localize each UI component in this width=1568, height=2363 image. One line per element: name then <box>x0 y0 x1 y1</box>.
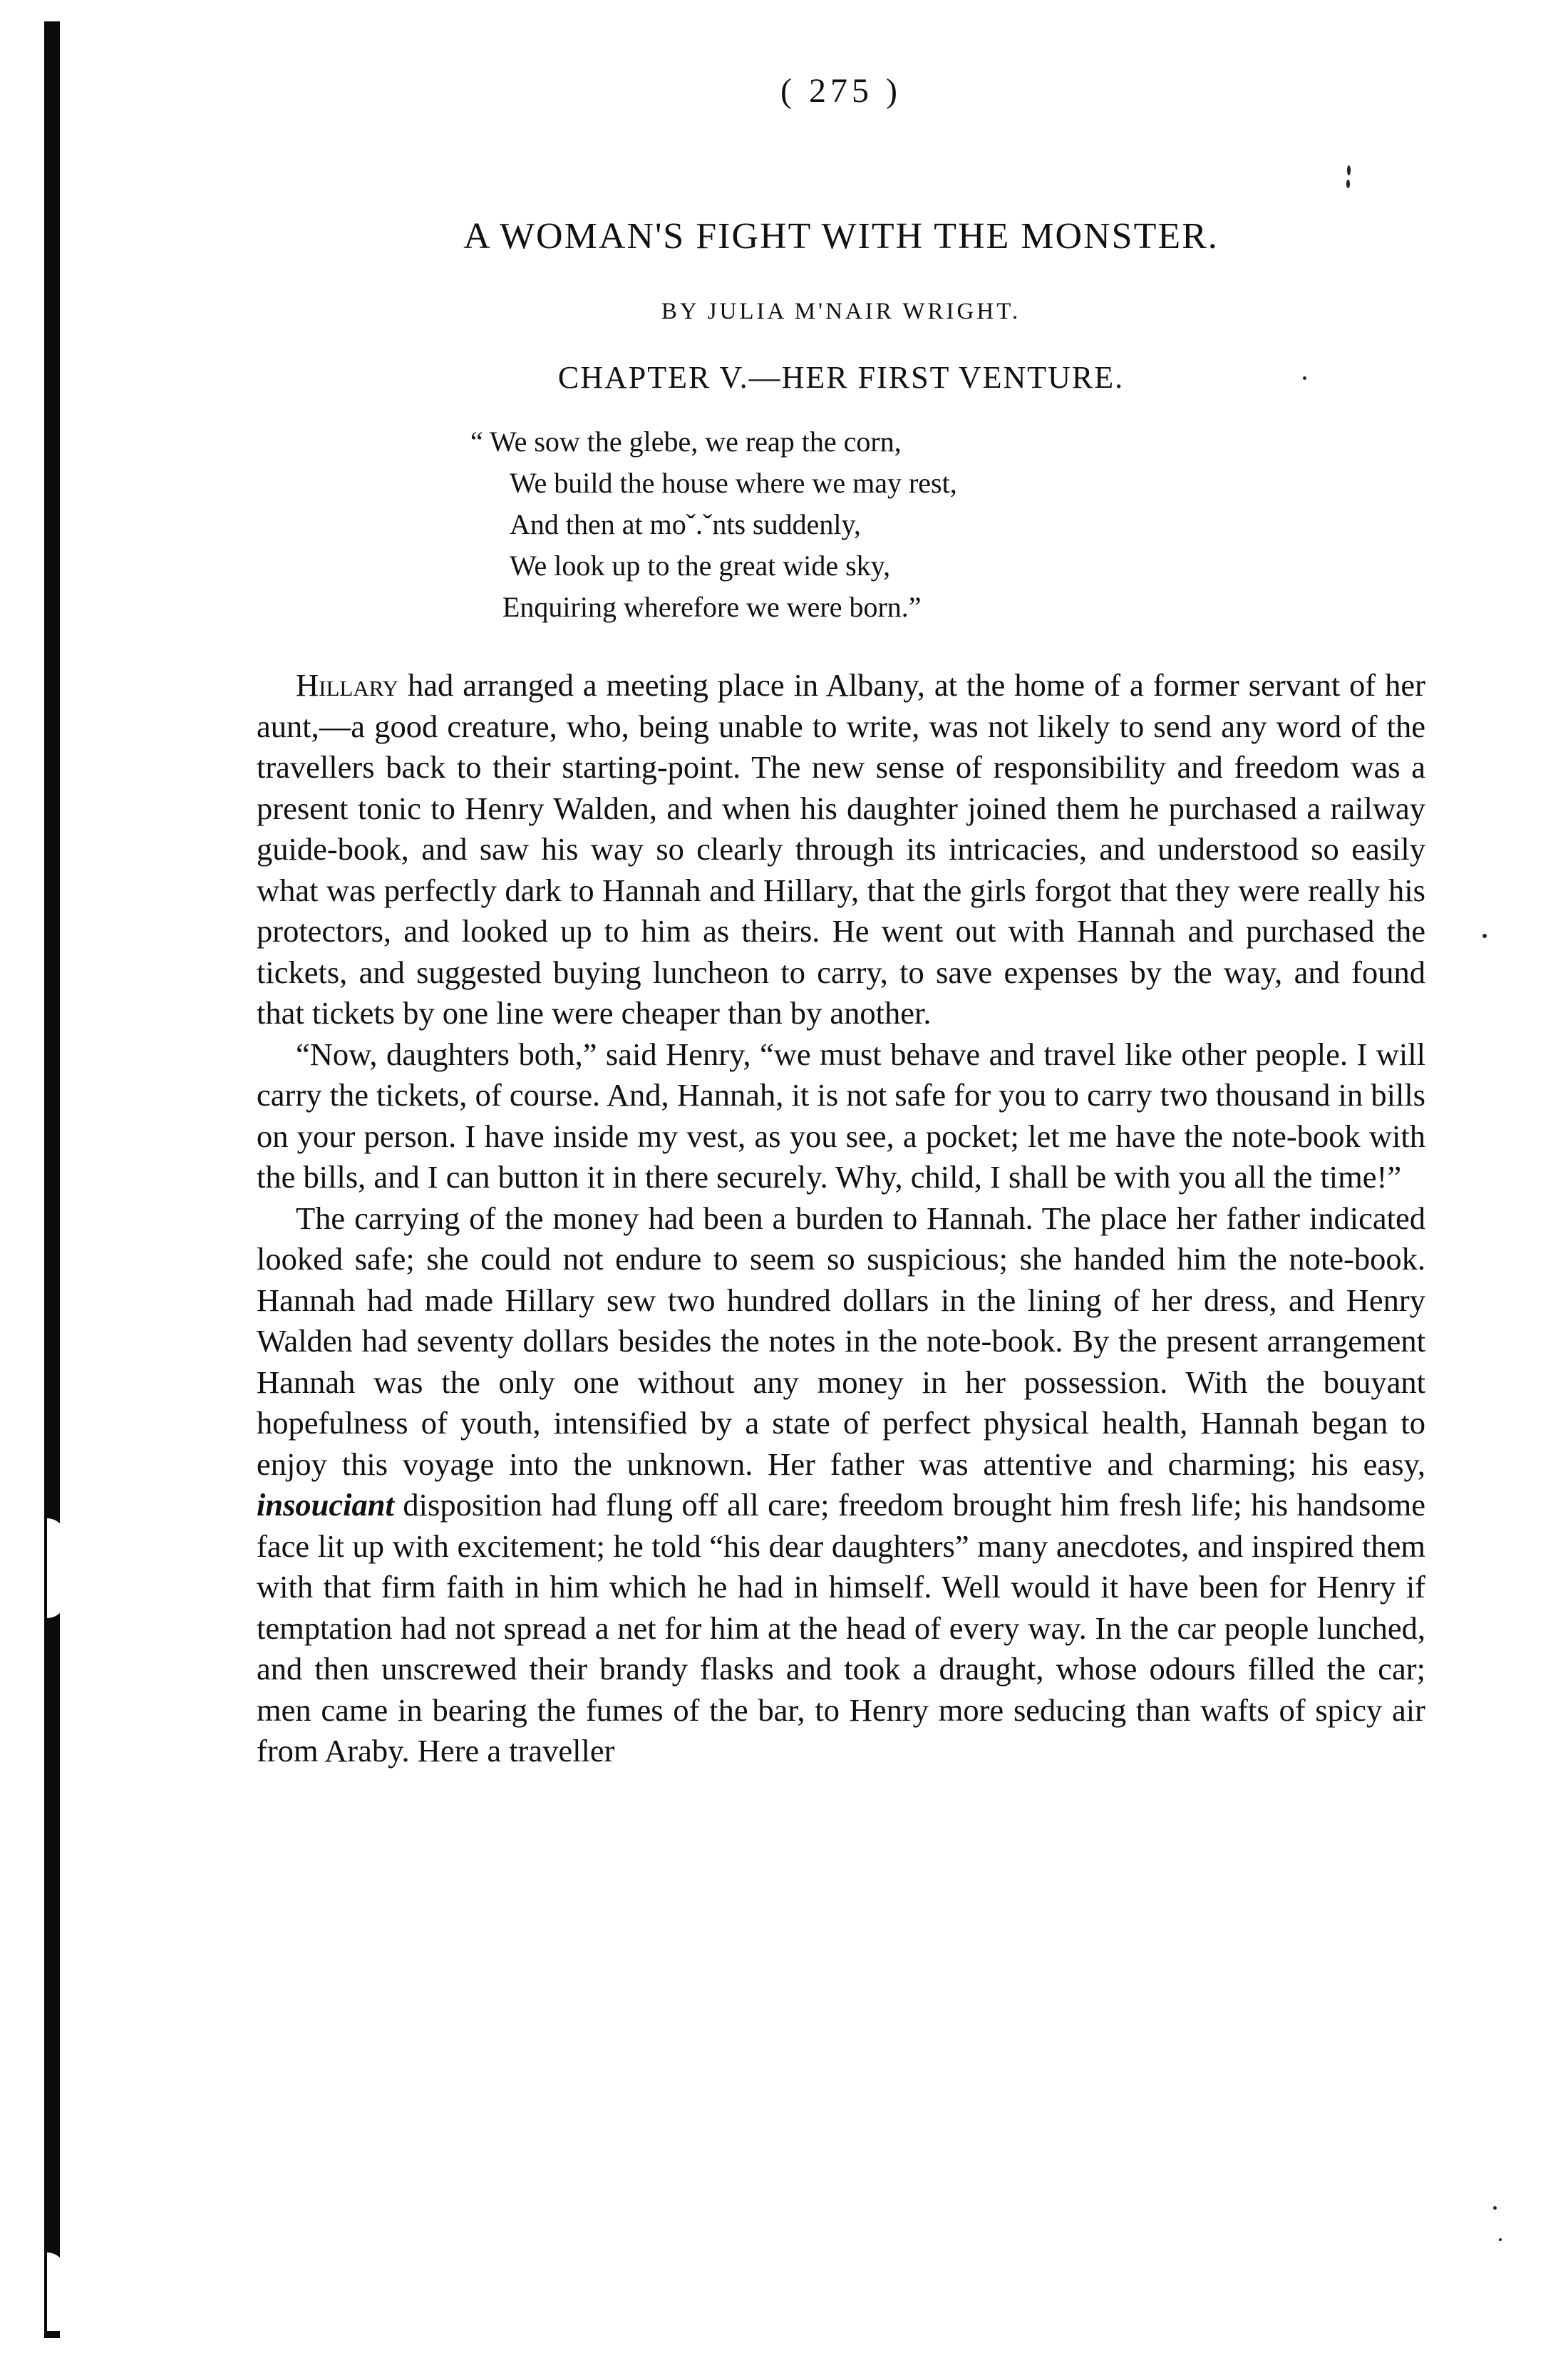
chapter-heading: CHAPTER V.—HER FIRST VENTURE. <box>557 360 1125 395</box>
book-page <box>257 57 1425 1772</box>
paragraph-text: had arranged a meeting place in Albany, at the home of a former servant of her aunt,—a good creature, who, being unable to write, was not likely to send any word of the travellers back to their starting-point. The new sense of responsibility and freedom was a present tonic to Henry Walden, and when his daughter joined them he purchased a railway guide-book, and saw his way so clearly through its intricacies, and understood so easily what was perfectly dark to Hannah and Hillary, that the girls forgot that they were really his protectors, and looked up to him as theirs. He went out with Hannah and purchased the tickets, and suggested buying luncheon to carry, to save expenses by the way, and found that tickets by one line were cheaper than by another. <box>257 667 1425 1031</box>
body-text <box>257 665 1425 1772</box>
paragraph-text: The carrying of the money had been a burden to Hannah. The place her father indicated looked safe; she could not endure to seem so suspicious; she handed him the note-book. Hannah had made Hillary sew two hundred dollars in the lining of her dress, and Henry Walden had seventy dollars besides the notes in the note-book. By the present arrangement Hannah was the only one without any money in her possession. With the bouyant hopefulness of youth, intensified by a state of perfect physical health, Hannah began to enjoy this voyage into the unknown. Her father was attentive and charming; his easy, <box>257 1200 1425 1482</box>
print-speck <box>1499 2238 1502 2241</box>
epigraph-line: “ We sow the glebe, we reap the corn, <box>470 426 902 458</box>
binding-notch <box>47 2253 66 2331</box>
italic-word: insouciant <box>257 1487 394 1523</box>
paragraph <box>257 665 1425 1034</box>
paragraph-lead-word: Hillary <box>296 667 399 703</box>
epigraph-line: Enquiring wherefore we were born.” <box>502 591 922 623</box>
epigraph-line: We build the house where we may rest, <box>510 467 957 499</box>
print-speck <box>1482 934 1487 938</box>
binding-notch <box>47 1518 66 1618</box>
epigraph-line: We look up to the great wide sky, <box>510 550 891 582</box>
paragraph-text: disposition had flung off all care; freedom brought him fresh life; his handsome face lit up with excitement; he told “his dear daughters” many anecdotes, and inspired them with that firm faith in him which he had in himself. Well would it have been for Henry if temptation had not spread a net for him at the head of every way. In the car people lunched, and then unscrewed their brandy flasks and took a draught, whose odours filled the car; men came in bearing the fumes of the bar, to Henry more seducing than wafts of spicy air from Araby. Here a traveller <box>257 1487 1425 1769</box>
author-byline: BY JULIA M'NAIR WRIGHT. <box>661 299 1021 324</box>
article-title: A WOMAN'S FIGHT WITH THE MONSTER. <box>463 216 1219 257</box>
paragraph <box>257 1034 1425 1198</box>
print-speck <box>1493 2206 1497 2210</box>
paragraph <box>257 1198 1425 1772</box>
binding-edge <box>44 21 60 2338</box>
page-number: ( 275 ) <box>780 72 902 110</box>
paragraph-text: “Now, daughters both,” said Henry, “we must behave and travel like other people. I will carry the tickets, of course. And, Hannah, it is not safe for you to carry two thousand in bills on your person. I have inside my vest, as you see, a pocket; let me have the note-book with the bills, and I can button it in there securely. Why, child, I shall be with you all the time!” <box>257 1036 1425 1195</box>
epigraph-poem <box>470 421 1425 628</box>
epigraph-line: And then at moˇ.ˇnts suddenly, <box>510 508 861 540</box>
